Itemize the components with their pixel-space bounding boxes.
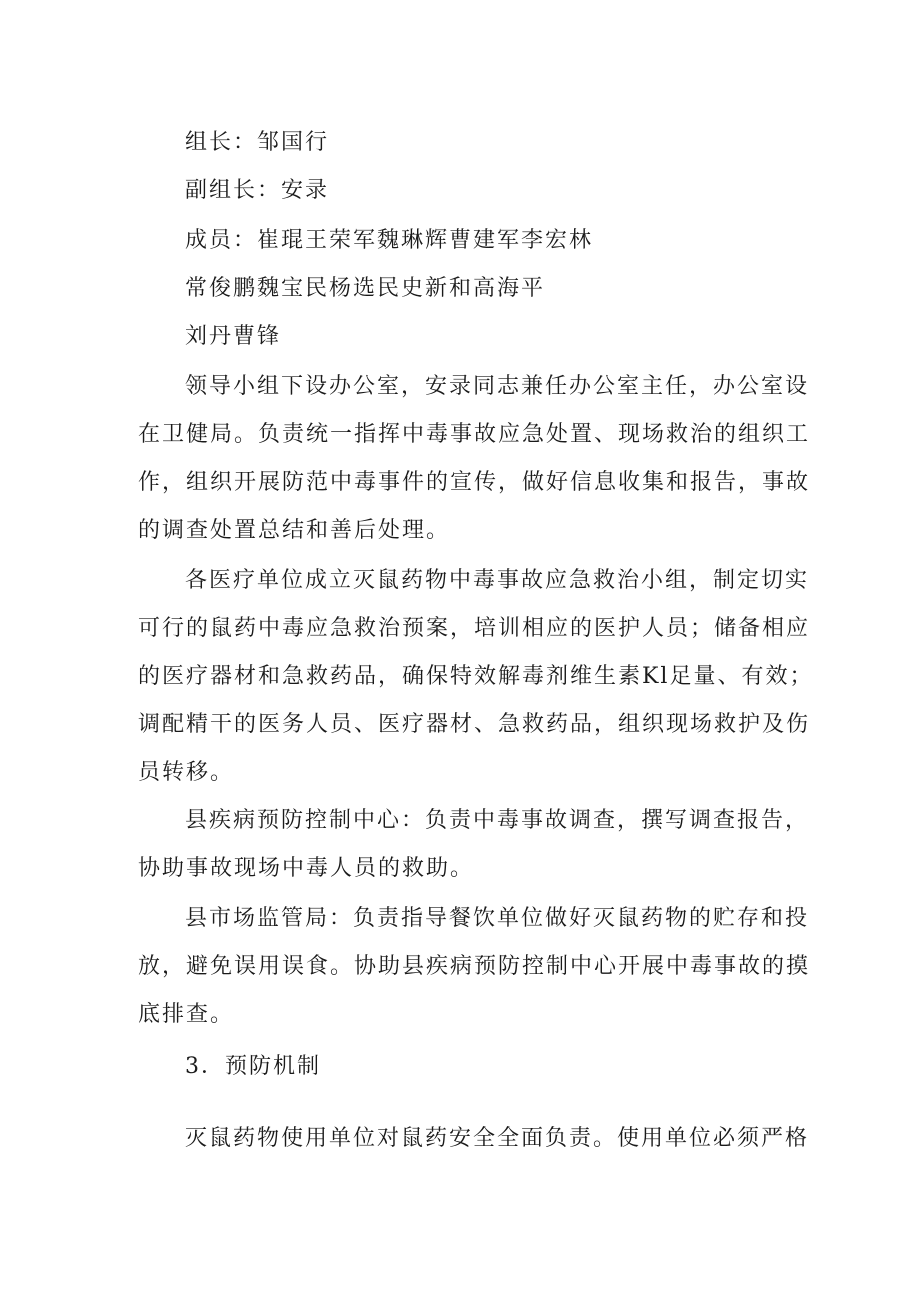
paragraph-line: 领导小组下设办公室，安录同志兼任办公室主任，办公室设	[185, 374, 810, 399]
paragraph-line: 放，避免误用误食。协助县疾病预防控制中心开展中毒事故的摸	[138, 954, 811, 979]
paragraph-line: 可行的鼠药中毒应急救治预案，培训相应的医护人员；储备相应	[138, 616, 811, 641]
paragraph-line: 作，组织开展防范中毒事件的宣传，做好信息收集和报告，事故	[138, 470, 811, 495]
members-line: 成员：崔琨王荣军魏琳辉曹建军李宏林	[185, 228, 594, 253]
members-line: 刘丹曹锋	[185, 324, 282, 349]
paragraph-line: 协助事故现场中毒人员的救助。	[138, 856, 475, 881]
section-heading: 3．预防机制	[185, 1054, 321, 1079]
paragraph-line: 员转移。	[138, 760, 235, 785]
paragraph-line: 的医疗器材和急救药品，确保特效解毒剂维生素Kl足量、有效；	[138, 664, 814, 689]
paragraph-line: 在卫健局。负责统一指挥中毒事故应急处置、现场救治的组织工	[138, 422, 811, 447]
paragraph-line: 灭鼠药物使用单位对鼠药安全全面负责。使用单位必须严格	[185, 1126, 810, 1151]
members-line: 常俊鹏魏宝民杨选民史新和高海平	[185, 276, 546, 301]
paragraph-line: 县疾病预防控制中心：负责中毒事故调查，撰写调查报告，	[185, 808, 810, 833]
paragraph-line: 各医疗单位成立灭鼠药物中毒事故应急救治小组，制定切实	[185, 568, 810, 593]
paragraph-line: 调配精干的医务人员、医疗器材、急救药品，组织现场救护及伤	[138, 712, 811, 737]
deputy-leader-line: 副组长：安录	[185, 178, 330, 203]
paragraph-line: 县市场监管局：负责指导餐饮单位做好灭鼠药物的贮存和投	[185, 906, 810, 931]
paragraph-line: 底排查。	[138, 1002, 235, 1027]
paragraph-line: 的调查处置总结和善后处理。	[138, 518, 451, 543]
group-leader-line: 组长：邹国行	[185, 130, 330, 155]
